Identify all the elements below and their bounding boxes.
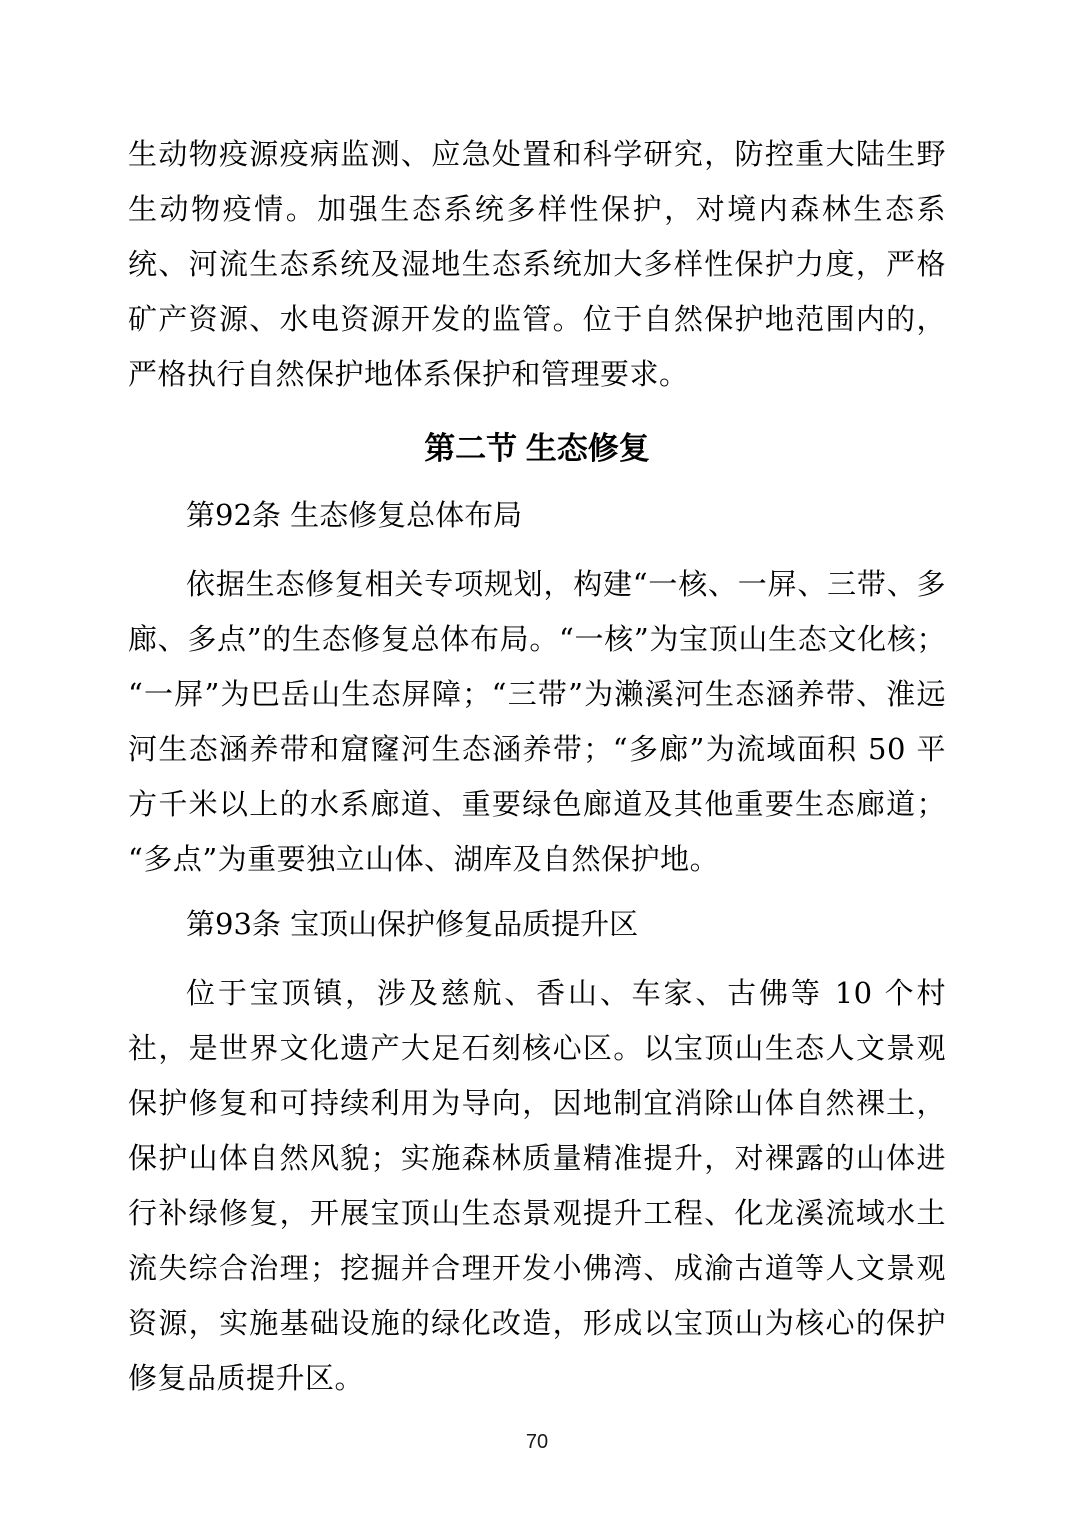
- article-93-paragraph: 位于宝顶镇，涉及慈航、香山、车家、古佛等 10 个村社，是世界文化遗产大足石刻核心区。以宝顶山生态人文景观保护修复和可持续利用为导向，因地制宜消除山体自然裸土，保护山体自然风貌；实施森林质量精准提升，对裸露的山体进行补绿修复，开展宝顶山生态景观提升工程、化龙溪流域水土流失综合治理；挖掘并合理开发小佛湾、成渝古道等人文景观资源，实施基础设施的绿化改造，形成以宝顶山为核心的保护修复品质提升区。: [128, 976, 946, 1395]
- page-number: 70: [525, 1431, 549, 1453]
- article-heading-93: 第93条 宝顶山保护修复品质提升区: [186, 907, 639, 941]
- section-heading: 第二节 生态修复: [424, 431, 650, 466]
- article-92-paragraph: 依据生态修复相关专项规划，构建“一核、一屏、三带、多廊、多点”的生态修复总体布局。“一核”为宝顶山生态文化核；“一屏”为巴岳山生态屏障；“三带”为濑溪河生态涵养带、淮远河生态涵养带和窟窿河生态涵养带；“多廊”为流域面积 50 平方千米以上的水系廊道、重要绿色廊道及其他重要生态廊道；“多点”为重要独立山体、湖库及自然保护地。: [128, 567, 946, 876]
- continuation-paragraph: 生动物疫源疫病监测、应急处置和科学研究，防控重大陆生野生动物疫情。加强生态系统多样性保护，对境内森林生态系统、河流生态系统及湿地生态系统加大多样性保护力度，严格矿产资源、水电资源开发的监管。位于自然保护地范围内的，严格执行自然保护地体系保护和管理要求。: [128, 137, 946, 391]
- article-heading-92: 第92条 生态修复总体布局: [186, 498, 523, 532]
